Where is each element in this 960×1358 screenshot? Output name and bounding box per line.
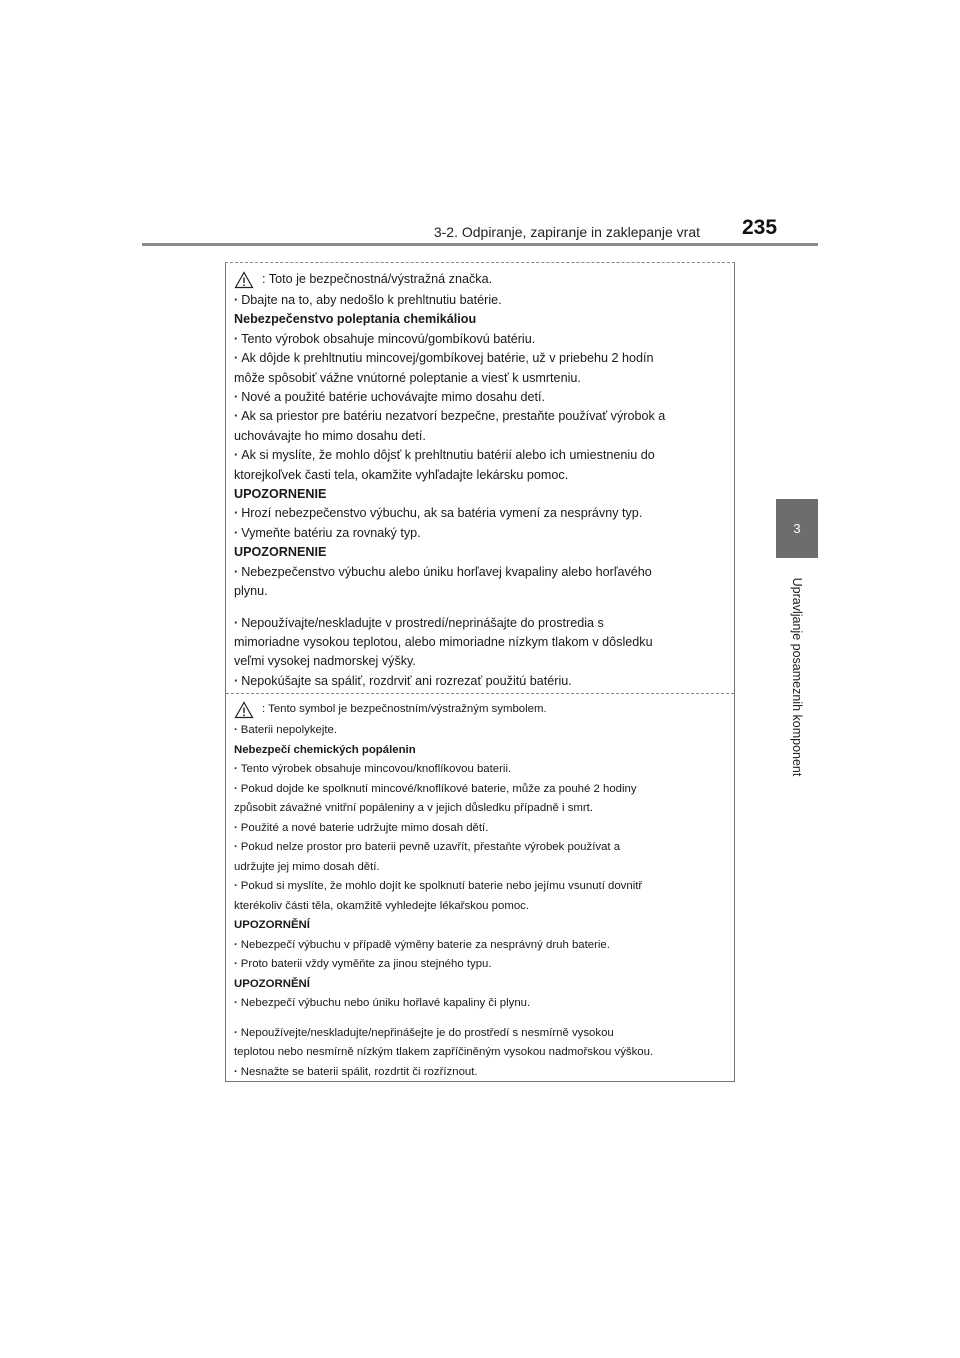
bullet-item: · Ak si myslíte, že mohlo dôjsť k prehltnutiu batérií alebo ich umiestneniu do <box>234 446 730 465</box>
bullet-item: · Ak sa priestor pre batériu nezatvorí bezpečne, prestaňte používať výrobok a <box>234 407 730 426</box>
bullet-item: · Baterii nepolykejte. <box>234 721 730 741</box>
battery-warning-notice <box>225 262 735 1082</box>
text-line: uchovávajte ho mimo dosahu detí. <box>234 428 426 443</box>
bullet-item: · Pokud si myslíte, že mohlo dojít ke spolknutí baterie nebo jejímu vsunutí dovnitř <box>234 877 730 897</box>
paragraph-gap <box>234 602 730 614</box>
text-line: způsobit závažné vnitřní popáleniny a v jejich důsledku případně i smrt. <box>234 802 594 815</box>
bullet-item: · Ak dôjde k prehltnutiu mincovej/gombíkovej batérie, už v priebehu 2 hodín <box>234 349 730 368</box>
bullet-item: · Pokud nelze prostor pro baterii pevně uzavřít, přestaňte výrobek používat a <box>234 838 730 858</box>
bullet-item: · Hrozí nebezpečenstvo výbuchu, ak sa batéria vymení za nesprávny typ. <box>234 504 730 523</box>
section-heading: UPOZORNĚNÍ <box>234 919 310 932</box>
text-line: ktorejkoľvek časti tela, okamžite vyhľadajte lekársku pomoc. <box>234 467 569 482</box>
chapter-tab <box>776 499 818 558</box>
bullet-item: · Vymeňte batériu za rovnaký typ. <box>234 524 730 543</box>
bullet-item: · Nepoužívajte/neskladujte v prostredí/neprinášajte do prostredia s <box>234 614 730 633</box>
warning-triangle-icon <box>234 271 254 289</box>
warning-symbol-row <box>234 699 730 721</box>
header-divider <box>142 243 818 246</box>
text-line: teplotou nebo nesmírně nízkým tlakem zapříčiněným vysokou nadmořskou výškou. <box>234 1046 654 1059</box>
bullet-item: · Nové a použité batérie uchovávajte mimo dosahu detí. <box>234 388 730 407</box>
section-heading: UPOZORNENIE <box>234 545 327 560</box>
bullet-item: · Nebezpečenstvo výbuchu alebo úniku horľavej kvapaliny alebo horľavého <box>234 563 730 582</box>
bullet-item: · Dbajte na to, aby nedošlo k prehltnutiu batérie. <box>234 291 730 310</box>
section-heading: Nebezpečenstvo poleptania chemikáliou <box>234 312 477 327</box>
bullet-item: · Nebezpečí výbuchu nebo úniku hořlavé kapaliny či plynu. <box>234 994 730 1014</box>
paragraph-gap <box>234 1014 730 1024</box>
bullet-item: · Použité a nové baterie udržujte mimo dosah dětí. <box>234 819 730 839</box>
warning-symbol-text: : Tento symbol je bezpečnostním/výstražným symbolem. <box>262 703 547 716</box>
chapter-number: 3 <box>793 521 801 536</box>
bullet-item: · Proto baterii vždy vyměňte za jinou stejného typu. <box>234 955 730 975</box>
section-heading: UPOZORNENIE <box>234 487 327 502</box>
slovak-warning-block <box>226 263 734 691</box>
warning-symbol-text: : Toto je bezpečnostná/výstražná značka. <box>262 272 493 287</box>
text-line: plynu. <box>234 584 268 599</box>
chapter-label: Upravljanje posameznih komponent <box>790 577 804 777</box>
bullet-item: · Tento výrobek obsahuje mincovou/knoflíkovou baterii. <box>234 760 730 780</box>
text-line: veľmi vysokej nadmorskej výšky. <box>234 654 416 669</box>
bullet-item: · Tento výrobok obsahuje mincovú/gombíkovú batériu. <box>234 330 730 349</box>
bullet-item: · Nesnažte se baterii spálit, rozdrtit či rozříznout. <box>234 1063 730 1082</box>
warning-triangle-icon <box>234 701 254 719</box>
slovak-text-lines <box>234 291 730 691</box>
czech-warning-block <box>226 694 734 1082</box>
czech-text-lines <box>234 721 730 1082</box>
bullet-item: · Nepokúšajte sa spáliť, rozdrviť ani rozrezať použitú batériu. <box>234 672 730 691</box>
text-line: môže spôsobiť vážne vnútorné poleptanie a viesť k usmrteniu. <box>234 370 581 385</box>
section-title: 3-2. Odpiranje, zapiranje in zaklepanje vrat <box>433 224 700 240</box>
warning-symbol-row <box>234 269 730 291</box>
bullet-item: · Nepoužívejte/neskladujte/nepřinášejte je do prostředí s nesmírně vysokou <box>234 1024 730 1044</box>
section-heading: UPOZORNĚNÍ <box>234 977 310 990</box>
section-heading: Nebezpečí chemických popálenin <box>234 743 416 756</box>
text-line: mimoriadne vysokou teplotou, alebo mimoriadne nízkym tlakom v dôsledku <box>234 634 653 649</box>
bullet-item: · Pokud dojde ke spolknutí mincové/knoflíkové baterie, může za pouhé 2 hodiny <box>234 780 730 800</box>
text-line: udržujte jej mimo dosah dětí. <box>234 860 380 873</box>
text-line: kterékoliv části těla, okamžitě vyhledejte lékařskou pomoc. <box>234 899 530 912</box>
page-number: 235 <box>742 216 778 239</box>
bullet-item: · Nebezpečí výbuchu v případě výměny baterie za nesprávný druh baterie. <box>234 936 730 956</box>
